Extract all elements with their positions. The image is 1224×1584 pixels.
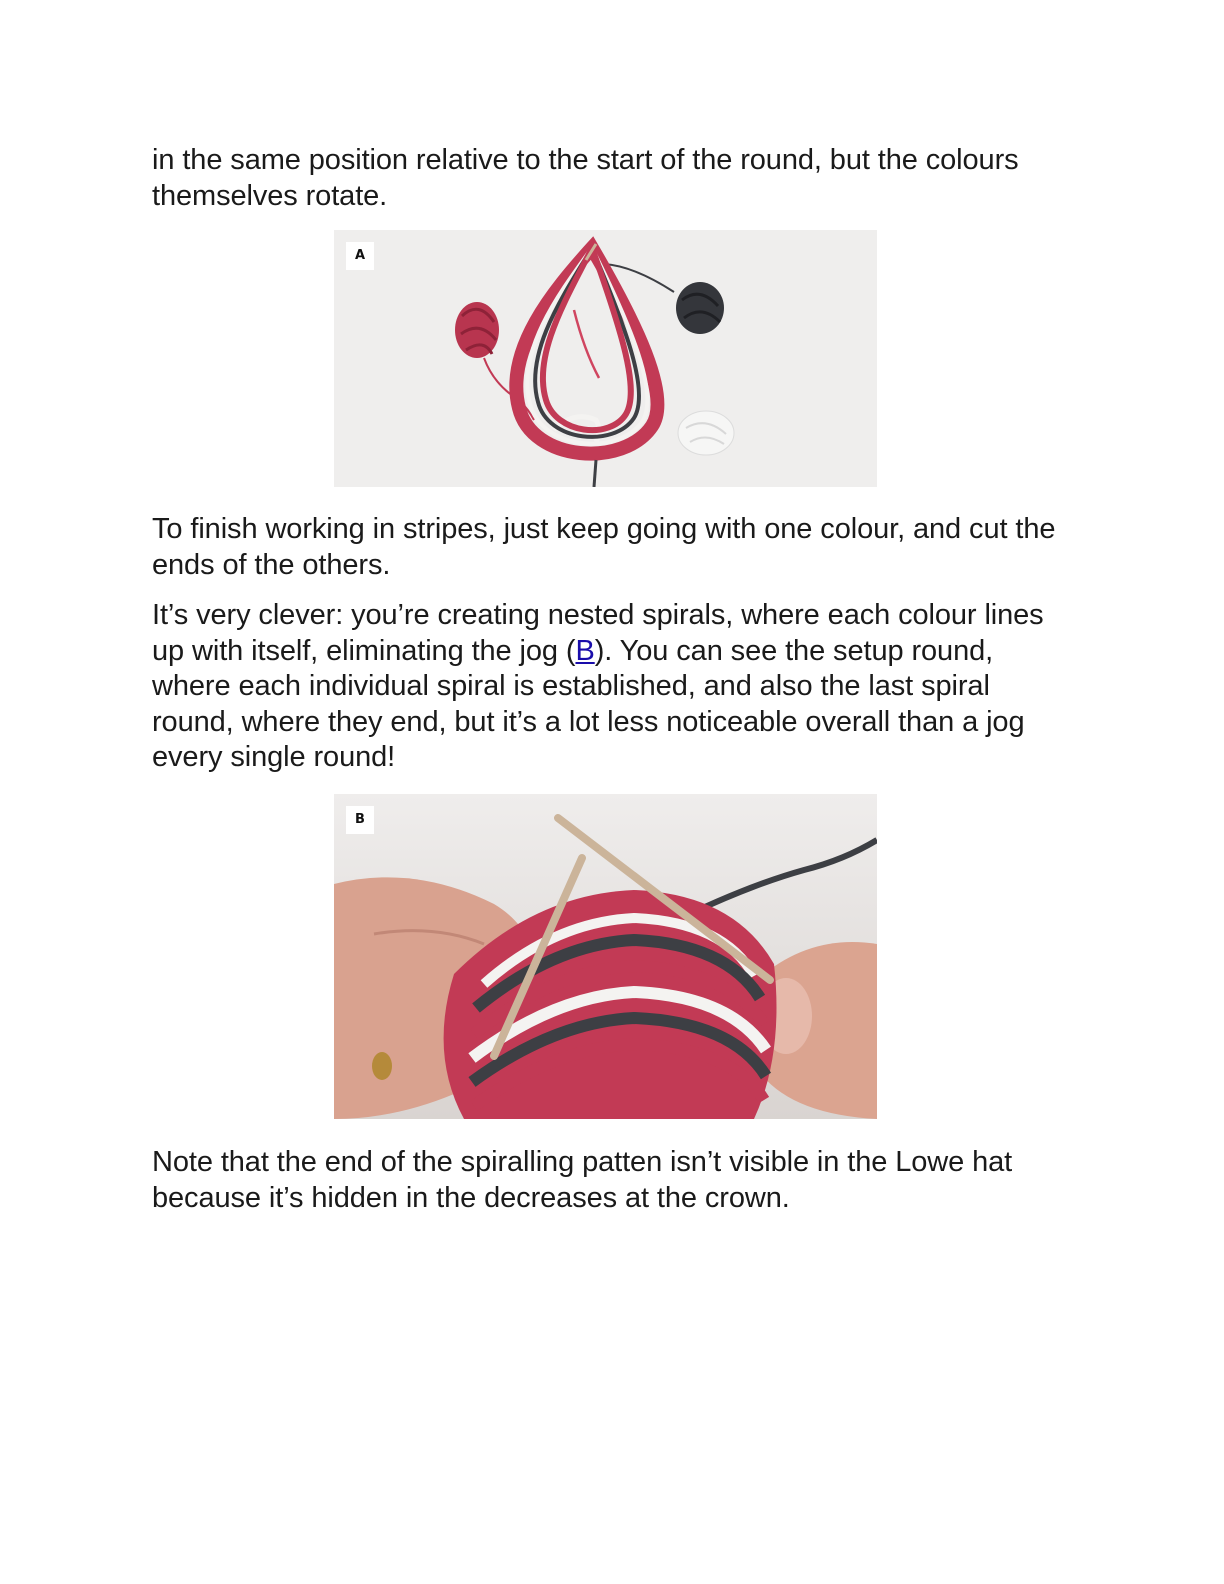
paragraph-finish-stripes: To finish working in stripes, just keep going with one colour, and cut the ends of the others. [152, 513, 1056, 581]
paragraph-lowe-hat-note: Note that the end of the spiralling patten isn’t visible in the Lowe hat because it’s hidden in the decreases at the crown. [152, 1146, 1013, 1214]
nested-spirals-text-end: ). You can see the setup round, where each individual spiral is established, and also the last spiral round, where they end, but it’s a lot less noticeable overall than a jog every single round! [152, 634, 1025, 773]
photo-b-link[interactable]: B [575, 634, 595, 667]
knitting-loop-illustration [334, 230, 877, 487]
photo-b-hands-knitting [334, 794, 877, 1119]
paragraph-colours-rotate: in the same position relative to the start of the round, but the colours themselves rotate. [152, 144, 1019, 212]
photo-a-label: A [346, 242, 374, 270]
photo-a-spiral-setup [334, 230, 877, 487]
paragraph-nested-spirals [152, 598, 1072, 776]
photo-b-label: B [346, 806, 374, 834]
nested-spirals-text-start: It’s very clever: you’re creating nested spirals, where each colour lines up with itself, eliminating the jog ( [152, 599, 1044, 667]
hands-knitting-illustration [334, 794, 877, 1119]
